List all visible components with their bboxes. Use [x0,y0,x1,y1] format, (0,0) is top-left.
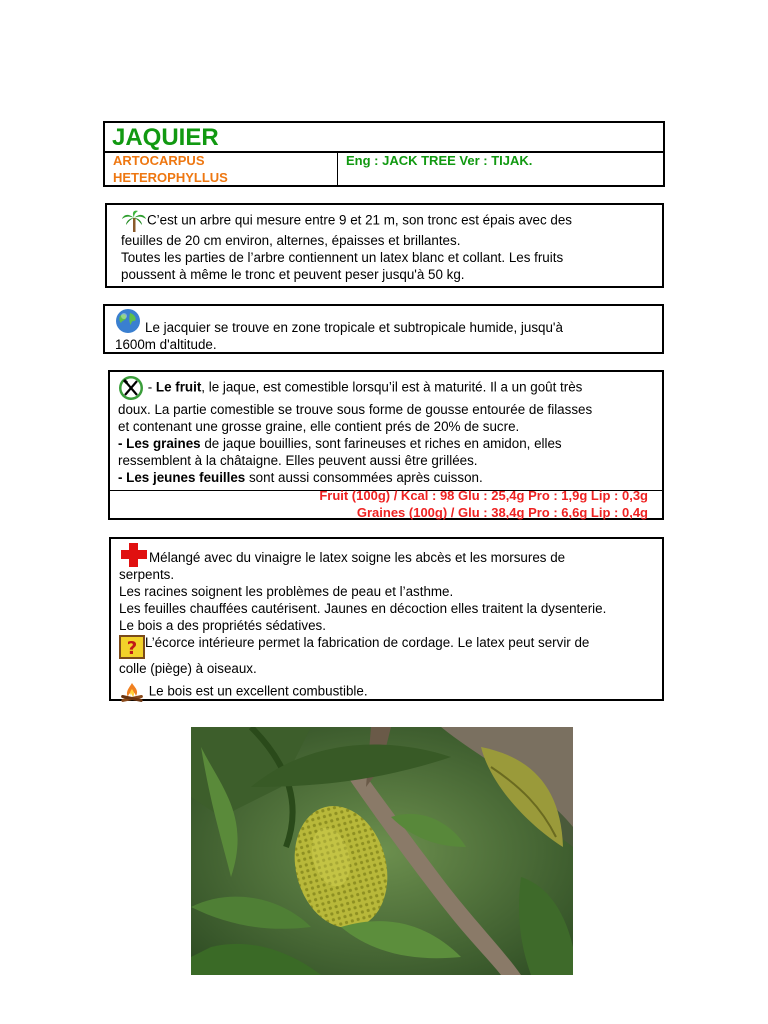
nutrition-facts [110,487,648,521]
medicinal-line: Les feuilles chauffées cautérisent. Jaunes en décoction elles traitent la dysenterie. [119,601,607,616]
nutrition-fruit: Fruit (100g) / Kcal : 98 Glu : 25,4g Pro : 1,9g Lip : 0,3g [319,488,648,503]
common-names: Eng : JACK TREE Ver : TIJAK. [346,153,533,168]
medicinal-line: Mélangé avec du vinaigre le latex soigne les abcès et les morsures de [149,550,566,565]
medicinal-line: Les racines soignent les problèmes de peau et l’asthme. [119,584,454,599]
habitat-section [103,304,664,354]
species-title: JAQUIER [112,124,219,151]
header-column-divider [337,151,338,185]
food-use-section: - Le fruit, le jaque, est comestible lorsqu’il est à maturité. Il a un goût très doux. La partie comestible se trouve sous forme de gousse entourée de filasses et contenant une grosse graine, elle contient prés de 20% de sucre. - Les graines de jaque bouillies, sont farineuses et riches en amidon, elles ressemblent à la châtaigne. Elles peuvent aussi être grillées. - Les jeunes feuilles sont aussi consommées après cuisson. Fruit (100g) / Kcal : 98 Glu : 25,4g Pro : 1,9g Lip : 0,3g Graines (100g) / Glu : 38,4g Pro : 6,6g Lip : 0,4g [108,370,664,520]
medicinal-line: serpents. [119,567,175,582]
description-line: feuilles de 20 cm environ, alternes, épaisses et brillantes. [121,233,461,248]
habitat-line: 1600m d'altitude. [115,337,217,352]
habitat-line: Le jacquier se trouve en zone tropicale et subtropicale humide, jusqu'à [145,320,563,335]
species-header [103,121,665,187]
jackfruit-photo [191,727,573,975]
question-mark-icon [119,634,145,660]
nutrition-seeds: Graines (100g) / Glu : 38,4g Pro : 6,6g Lip : 0,4g [356,505,648,520]
svg-text:?: ? [126,638,138,659]
description-section: C’est un arbre qui mesure entre 9 et 21 m, son tronc est épais avec des feuilles de 20 cm environ, alternes, épaisses et brillantes. Toutes les parties de l’arbre contiennent un latex blanc et collant. Les fruits poussent à même le tronc et peuvent peser jusqu'à 50 kg. [105,203,664,288]
description-line: poussent à même le tronc et peuvent peser jusqu'à 50 kg. [121,267,465,282]
fork-knife-icon [118,375,144,401]
medicinal-line: Le bois a des propriétés sédatives. [119,618,326,633]
red-cross-icon [120,542,148,568]
medicinal-section: Mélangé avec du vinaigre le latex soigne les abcès et les morsures de serpents. Les racines soignent les problèmes de peau et l’asthme. Les feuilles chauffées cautérisent. Jaunes en décoction elles traitent la dysenterie. Le bois a des propriétés sédatives. ? L’écorce intérieure permet la fabrication de cordage. Le latex peut servir de colle (piège) à oiseaux. Le bois est un excellent combustible. [109,537,664,701]
description-line: Toutes les parties de l’arbre contiennent un latex blanc et collant. Les fruits [121,250,564,265]
globe-icon [115,308,141,334]
scientific-name: ARTOCARPUS HETEROPHYLLUS [113,153,228,185]
palm-tree-icon [121,210,147,232]
campfire-icon [119,681,145,703]
